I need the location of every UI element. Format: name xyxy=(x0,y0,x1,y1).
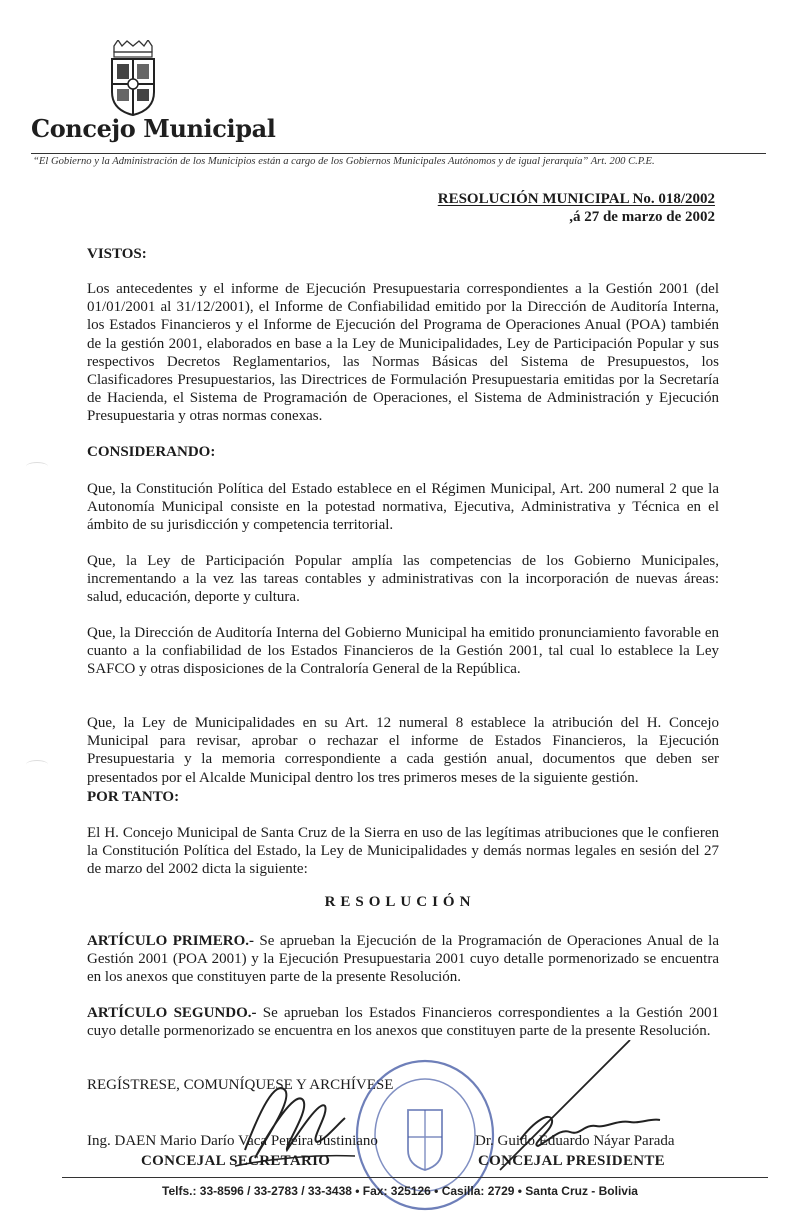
punch-mark xyxy=(26,760,48,769)
header-motto: “El Gobierno y la Administración de los Municipios están a cargo de los Gobiernos Municipales Autónomos y de igual jerarquía” Art. 200 C.P.E. xyxy=(33,156,655,167)
article-label: ARTÍCULO SEGUNDO.- xyxy=(87,1005,257,1021)
por-tanto-paragraph: El H. Concejo Municipal de Santa Cruz de la Sierra en uso de las legítimas atribuciones que le confieren la Constitución Política del Estado, la Ley de Municipalidades y demás normas legales en sesión del 27 de marzo del 2002 dicta la siguiente: xyxy=(87,825,719,878)
president-role: CONCEJAL PRESIDENTE xyxy=(478,1153,665,1169)
closing-formula: REGÍSTRESE, COMUNÍQUESE Y ARCHÍVESE xyxy=(87,1077,394,1093)
article-text: Se aprueban la Ejecución de la Programación de Operaciones Anual de la Gestión 2001 (POA 2001) y la Ejecución Presupuestaria 2001 cuyo detalle pormenorizado se encuentra en los anexos que constituyen parte de la presente Resolución. xyxy=(87,933,719,986)
considerando-heading: CONSIDERANDO: xyxy=(87,444,216,460)
vistos-paragraph: Los antecedentes y el informe de Ejecución Presupuestaria correspondientes a la Gestión 2001 (del 01/01/2001 al 31/12/2001), el Informe de Confiabilidad emitido por la Dirección de Auditoría Interna, los Estados Financieros y el Informe de Ejecución del Programa de Operaciones Anual (POA) también de la gestión 2001, elaborados en base a la Ley de Municipalidades, Ley de Participación Popular y sus respectivos Decretos Reglamentarios, las Normas Básicas del Sistema de Presupuestos, los Clasificadores Presupuestarios, las Directrices de Formulación Presupuestaria emitidas por la Secretaría de Hacienda, el Sistema de Programación de Operaciones, el Sistema de Administración y Ejecución Presupuestaria y otras normas conexas. xyxy=(87,281,719,425)
punch-mark xyxy=(26,462,48,471)
considerando-paragraph: Que, la Constitución Política del Estado establece en el Régimen Municipal, Art. 200 numeral 2 que la Autonomía Municipal consiste en la potestad normativa, Ejecutiva, Administrativa y Técnica en el ámbito de su jurisdicción y competencia territorial. xyxy=(87,481,719,534)
article-text: Se aprueban los Estados Financieros correspondientes a la Gestión 2001 cuyo detalle pormenorizado se encuentra en los anexos que constituyen parte de la presente Resolución. xyxy=(87,1005,719,1040)
resolution-date: ,á 27 de marzo de 2002 xyxy=(569,209,715,225)
header-divider xyxy=(31,153,766,154)
secretary-name: Ing. DAEN Mario Darío Vaca Pereira Justiniano xyxy=(87,1133,378,1149)
considerando-paragraph: Que, la Ley de Municipalidades en su Art. 12 numeral 8 establece la atribución del H. Concejo Municipal para revisar, aprobar o rechazar el informe de Estados Financieros, la Ejecución Presupuestaria y la memoria correspondiente a cada gestión anual, documentos que deben ser presentados por el Alcalde Municipal dentro los tres primeros meses de la siguiente gestión. xyxy=(87,715,719,786)
article-segundo xyxy=(87,1004,719,1040)
considerando-paragraph: Que, la Dirección de Auditoría Interna del Gobierno Municipal ha emitido pronunciamiento favorable en cuanto a la confiabilidad de los Estados Financieros de la Gestión 2001, tal cual lo establece la Ley SAFCO y otras disposiciones de la Contraloría General de la República. xyxy=(87,625,719,678)
resolucion-title: RESOLUCIÓN xyxy=(324,894,476,910)
article-label: ARTÍCULO PRIMERO.- xyxy=(87,933,254,949)
resolution-number: RESOLUCIÓN MUNICIPAL No. 018/2002 xyxy=(437,191,715,207)
footer-divider xyxy=(62,1177,768,1178)
footer-contact: Telfs.: 33-8596 / 33-2783 / 33-3438 • Fax: 325126 • Casilla: 2729 • Santa Cruz - Bolivia xyxy=(162,1184,638,1198)
por-tanto-heading: POR TANTO: xyxy=(87,789,180,805)
secretary-role: CONCEJAL SECRETARIO xyxy=(141,1153,331,1169)
vistos-heading: VISTOS: xyxy=(87,246,147,262)
coat-of-arms-icon xyxy=(108,40,158,116)
president-name: Dr. Guido Eduardo Náyar Parada xyxy=(475,1133,675,1149)
organization-name: Concejo Municipal xyxy=(31,114,276,143)
considerando-paragraph: Que, la Ley de Participación Popular amplía las competencias de los Gobierno Municipales, incrementando a la vez las tareas contables y administrativas con la incorporación de nuevas áreas: salud, educación, deporte y cultura. xyxy=(87,553,719,606)
article-primero xyxy=(87,932,719,987)
